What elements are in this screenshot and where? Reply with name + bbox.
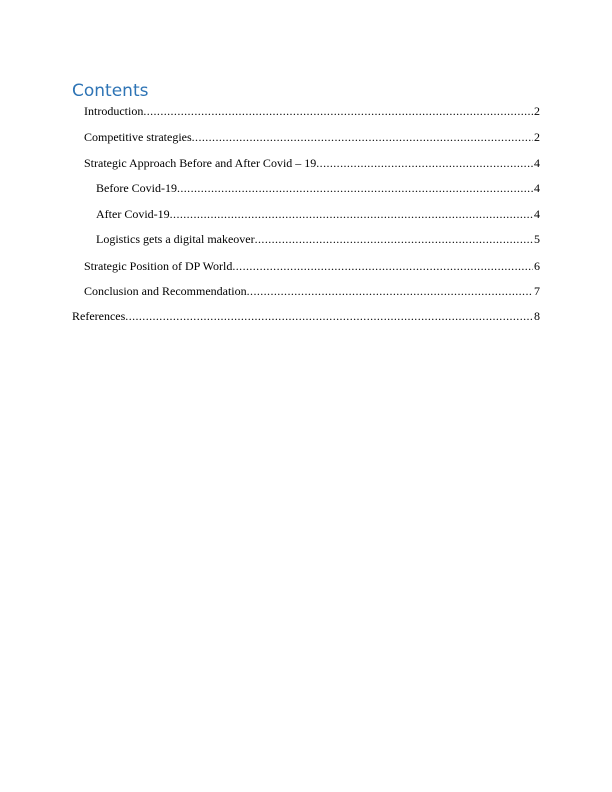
toc-entry-title: Strategic Approach Before and After Covid – 19	[84, 156, 317, 170]
toc-entry-title: Introduction	[84, 104, 144, 118]
toc-page-number: 4	[534, 207, 540, 221]
toc-entry-title: Conclusion and Recommendation	[84, 284, 247, 298]
toc-page-number: 5	[534, 232, 540, 246]
toc-dot-leader	[255, 232, 533, 246]
toc-dot-leader	[170, 207, 533, 221]
toc-page-number: 6	[534, 259, 540, 273]
toc-entry-strategic-position[interactable]	[84, 259, 540, 273]
toc-entry-after-covid[interactable]	[96, 207, 540, 221]
toc-entry-logistics-digital-makeover[interactable]	[96, 232, 540, 246]
toc-dot-leader	[177, 181, 533, 195]
toc-entry-title: References	[72, 309, 126, 323]
toc-entry-title: Logistics gets a digital makeover	[96, 232, 255, 246]
toc-dot-leader	[192, 130, 533, 144]
toc-entry-strategic-approach[interactable]	[84, 156, 540, 170]
toc-entry-title: After Covid-19	[96, 207, 170, 221]
toc-dot-leader	[232, 259, 533, 273]
toc-page-number: 7	[534, 284, 540, 298]
toc-entry-title: Before Covid-19	[96, 181, 177, 195]
toc-entry-introduction[interactable]	[84, 104, 540, 118]
toc-entry-before-covid[interactable]	[96, 181, 540, 195]
toc-entry-title: Competitive strategies	[84, 130, 192, 144]
toc-page-number: 8	[534, 309, 540, 323]
toc-entry-references[interactable]	[72, 309, 540, 323]
toc-entry-conclusion[interactable]	[84, 284, 540, 298]
toc-page-number: 2	[534, 104, 540, 118]
toc-dot-leader	[143, 104, 533, 118]
toc-dot-leader	[247, 284, 533, 298]
toc-page-number: 2	[534, 130, 540, 144]
toc-dot-leader	[316, 156, 533, 170]
toc-dot-leader	[125, 309, 533, 323]
toc-entry-title: Strategic Position of DP World	[84, 259, 233, 273]
toc-heading: Contents	[72, 81, 149, 101]
toc-page-number: 4	[534, 181, 540, 195]
toc-entry-competitive-strategies[interactable]	[84, 130, 540, 144]
toc-page-number: 4	[534, 156, 540, 170]
